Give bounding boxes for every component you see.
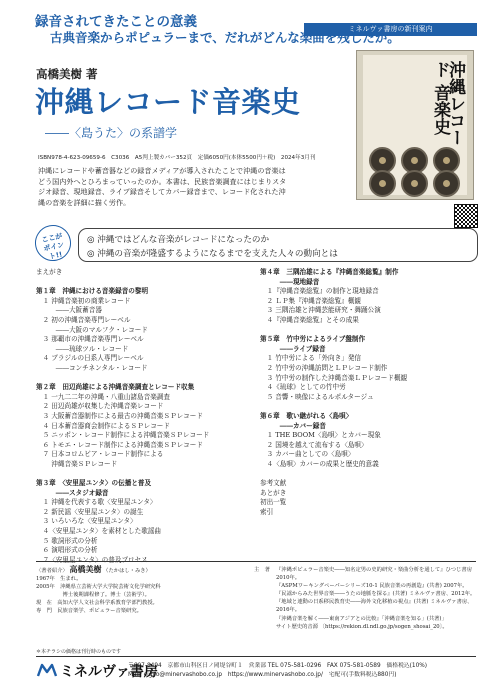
toc-chapter: 第２章 田辺尚雄による沖縄音楽調査とレコード収集: [36, 383, 195, 392]
toc-item: ――大阪蓄音器: [36, 306, 102, 315]
toc-item: 参考文献: [260, 479, 287, 488]
toc-item: [36, 469, 209, 479]
toc-chapter: 第３章 〈安里屋ユンタ〉の伝播と普及: [36, 479, 152, 488]
works-line: 2016年。: [276, 607, 301, 614]
toc-item: 索引: [260, 507, 274, 516]
point-badge-line: ポイント!!: [42, 240, 65, 262]
toc-item: ５ 音響・映像によるルポルタージュ: [260, 392, 374, 401]
address-line: 〒607-8494 京都市山科区日ノ岡堤谷町１ 営業部 TEL 075-581-0296 FAX 075-581-0589 価格税込(10%): [128, 663, 428, 669]
toc-item: ４『沖縄音楽総覧』とその成果: [260, 315, 359, 324]
point-badge: [32, 222, 75, 265]
publisher-logo-icon: [36, 662, 58, 679]
toc-item: ６ トモエ・レコード制作による沖縄音楽ＳＰレコード: [36, 440, 203, 449]
toc-item: ３ 那覇市の沖縄音楽専門レーベル: [36, 335, 144, 344]
toc-item: ７〈安里屋ユンタ〉の普及プロセス: [36, 555, 148, 564]
lead-subheadline: 古典音楽からポピュラーまで、だれがどんな楽曲を残したか。: [50, 30, 400, 45]
toc-item: ４〈安里屋ユンタ〉を素材とした歌謡曲: [36, 527, 162, 536]
toc-item: １ THE BOOM〈島唄〉とカバー現象: [260, 431, 381, 440]
toc-item: １ 沖縄音楽初の商業レコード: [36, 296, 131, 305]
works-line: 『沖縄ポピュラー音楽史――知名定男の史的研究・楽曲分析を通して』ひつじ書房: [276, 567, 472, 573]
toc-left-column: [36, 268, 209, 565]
new-release-banner: ミネルヴァ書房の新刊案内: [304, 23, 477, 36]
book-subtitle: ――〈島うた〉の系譜学: [45, 126, 178, 140]
author-profile: [36, 565, 246, 616]
works-label: 主 著: [254, 567, 270, 573]
point-badge-line: ここが: [40, 232, 64, 245]
points-box: [78, 228, 478, 262]
price-footnote: ＊本チラシの価格は刊行時のものです: [36, 649, 122, 655]
toc-item: １『沖縄音楽総覧』の制作と現地録音: [260, 287, 379, 296]
publisher-name: ミネルヴァ書房: [60, 664, 158, 680]
description-line: どう国内外へとひろまっていったのか。本書は、民族音楽調査にはじまりスタ: [38, 176, 287, 186]
toc-item: ５ 歌詞形式の分析: [36, 536, 98, 545]
toc-chapter: ――カバー録音: [260, 421, 326, 430]
toc-item: ２ 竹中労の沖縄訪問とＬＰレコード制作: [260, 363, 388, 372]
book-description: [38, 166, 340, 208]
toc-item: ２ 国境を越えて流布する〈島唄〉: [260, 440, 368, 449]
toc-item: ３ 大阪蓄音器制作による最古の沖縄音楽ＳＰレコード: [36, 411, 203, 420]
toc-item: ３ カバー曲としての〈島唄〉: [260, 450, 355, 459]
toc-item: ５ ニッポン・レコード制作による沖縄音楽ＳＰレコード: [36, 431, 210, 440]
profile-line: 現 在 高知大学人文社会科学系教育学部門教授。: [36, 600, 158, 607]
record-discs-illustration: [369, 147, 461, 191]
toc-item: ４《琉球》としての竹中労: [260, 383, 346, 392]
point-item: ◎ 沖縄ではどんな音楽がレコードになったのか: [87, 235, 270, 245]
profile-line: 博士後期課程修了。博士（芸術学）。: [36, 592, 150, 599]
toc-item: ３ いろいろな〈安里屋ユンタ〉: [36, 517, 137, 526]
description-line: 縄の音楽を詳細に描く労作。: [38, 197, 131, 207]
toc-item: ――大阪のマルフク・レコード: [36, 325, 148, 334]
profile-line: 1967年 生まれ。: [36, 576, 82, 583]
address-line: Mail: eigyo@minervashobo.co.jp https://www.minervashobo.co.jp/ 宅配可(手数料税込880円): [128, 671, 397, 678]
profile-reading: （たかはし・みき）: [103, 568, 151, 574]
toc-chapter: 第５章 竹中労によるライブ盤制作: [260, 335, 366, 344]
point-item: ◎ 沖縄の音楽が隆盛するようになるまでを支えた人々の動向とは: [87, 249, 338, 259]
toc-item: ２ ＬＰ集『沖縄音楽総覧』概観: [260, 296, 362, 305]
lead-headline: 録音されてきたことの意義: [35, 14, 197, 30]
qr-code[interactable]: [454, 204, 478, 228]
works-line: 2010年。: [276, 575, 301, 582]
toc-chapter: ――ライブ録音: [260, 344, 326, 353]
toc-item: ２ 新民謡〈安里屋ユンタ〉の誕生: [36, 507, 144, 516]
toc-item: ４ ブラジルの日系人専門レーベル: [36, 354, 144, 363]
toc-item: ４ 日本蓄音器商会制作によるＳＰレコード: [36, 421, 170, 430]
toc-item: ――コンチネンタル・レコード: [36, 363, 148, 372]
description-line: 沖縄にレコードや蓄音器などの録音メディアが導入されたことで沖縄の音楽は: [38, 166, 286, 175]
divider: [36, 561, 476, 562]
book-title: 沖縄レコード音楽史: [35, 85, 301, 119]
footer-divider: [36, 656, 476, 657]
toc-item: ――琉球ツル・レコード: [36, 344, 129, 353]
toc-item: [260, 469, 407, 479]
works-line: 『沖縄音楽を解く――東南アジアとの比較』「沖縄音楽を知る」(共著)」: [276, 615, 447, 622]
profile-line: 2005年 沖縄県立芸術大学大学院芸術文化学研究科: [36, 584, 161, 591]
works-line: 『民謡からみた世界音楽――うたの地脈を探る』(共著) ミネルヴァ書房、2012年。: [276, 591, 476, 598]
works-line: 『ASPMワーキングペーパーシリーズ10-1 民族音楽の再創造』(共著) 2007年。: [276, 583, 468, 590]
profile-label: 〈著者紹介〉: [36, 568, 68, 574]
profile-name: 高橋美樹: [69, 564, 102, 574]
toc-item: ３ 三隅治雄と沖縄芸能研究・舞踊公演: [260, 306, 381, 315]
toc-item: [260, 402, 407, 412]
toc-item: あとがき: [260, 488, 287, 497]
toc-item: ３ 竹中労の制作した沖縄音楽ＬＰレコード概観: [260, 373, 408, 382]
works-line: 『地域と連動の日系移民教育史――海外文化移植の視点』(共著) ミネルヴァ書房、: [276, 599, 473, 606]
toc-item: １ 沖縄を代表する歌〈安里屋ユンタ〉: [36, 498, 157, 507]
works-line: サイト歴史的音源 〔https://rekion.dl.ndl.go.jp/sogen_shosai_20〕。: [276, 623, 448, 630]
toc-item: ６ 演唱形式の分析: [36, 546, 98, 555]
description-line: ジオ録音、現地録音、ライブ録音そしてカバー録音まで、レコード化された沖: [38, 187, 286, 196]
toc-item: １ 一九二二年の沖縄・八重山諸島音楽調査: [36, 392, 170, 401]
toc-item: [36, 374, 209, 384]
cover-title-line2: 音楽史: [430, 83, 450, 135]
toc-item: ２ 初の沖縄音楽専門レーベル: [36, 315, 131, 324]
toc-item: ２ 田辺尚雄が収集した沖縄音楽レコード: [36, 402, 164, 411]
author-line: 高橋美樹 著: [36, 67, 98, 81]
toc-item: 沖縄音楽ＳＰレコード: [36, 459, 118, 468]
toc-right-column: [260, 268, 407, 517]
publisher-address: [128, 662, 427, 679]
toc-chapter: ――スタジオ録音: [36, 488, 109, 497]
profile-line: 専 門 民族音楽学、ポピュラー音楽研究。: [36, 608, 142, 615]
toc-chapter: 第１章 沖縄における音楽録音の黎明: [36, 287, 149, 296]
toc-item: ７ 日本コロムビア・レコード制作による: [36, 450, 164, 459]
toc-chapter: 第４章 三隅治雄による『沖縄音楽総覧』制作: [260, 268, 399, 276]
toc-item: [260, 326, 407, 336]
cover-title-line1: 沖縄レコード: [430, 61, 465, 146]
toc-item: ４〈島唄〉カバーの成果と歴史的意義: [260, 459, 379, 468]
toc-chapter: ――現地録音: [260, 277, 320, 286]
toc-item: 初出一覧: [260, 498, 287, 507]
toc-item: １ 竹中労による「外向き」発信: [260, 354, 362, 363]
toc-item: まえがき: [36, 268, 63, 276]
book-meta: ISBN978-4-623-09659-6 C3036 A5判上製カバー352頁 定価6050円(本体5500円＋税) 2024年3月刊: [38, 155, 316, 161]
book-cover-image: [356, 50, 474, 200]
toc-chapter: 第６章 歌い継がれる〈島唄〉: [260, 411, 353, 420]
toc-item: [36, 278, 209, 288]
